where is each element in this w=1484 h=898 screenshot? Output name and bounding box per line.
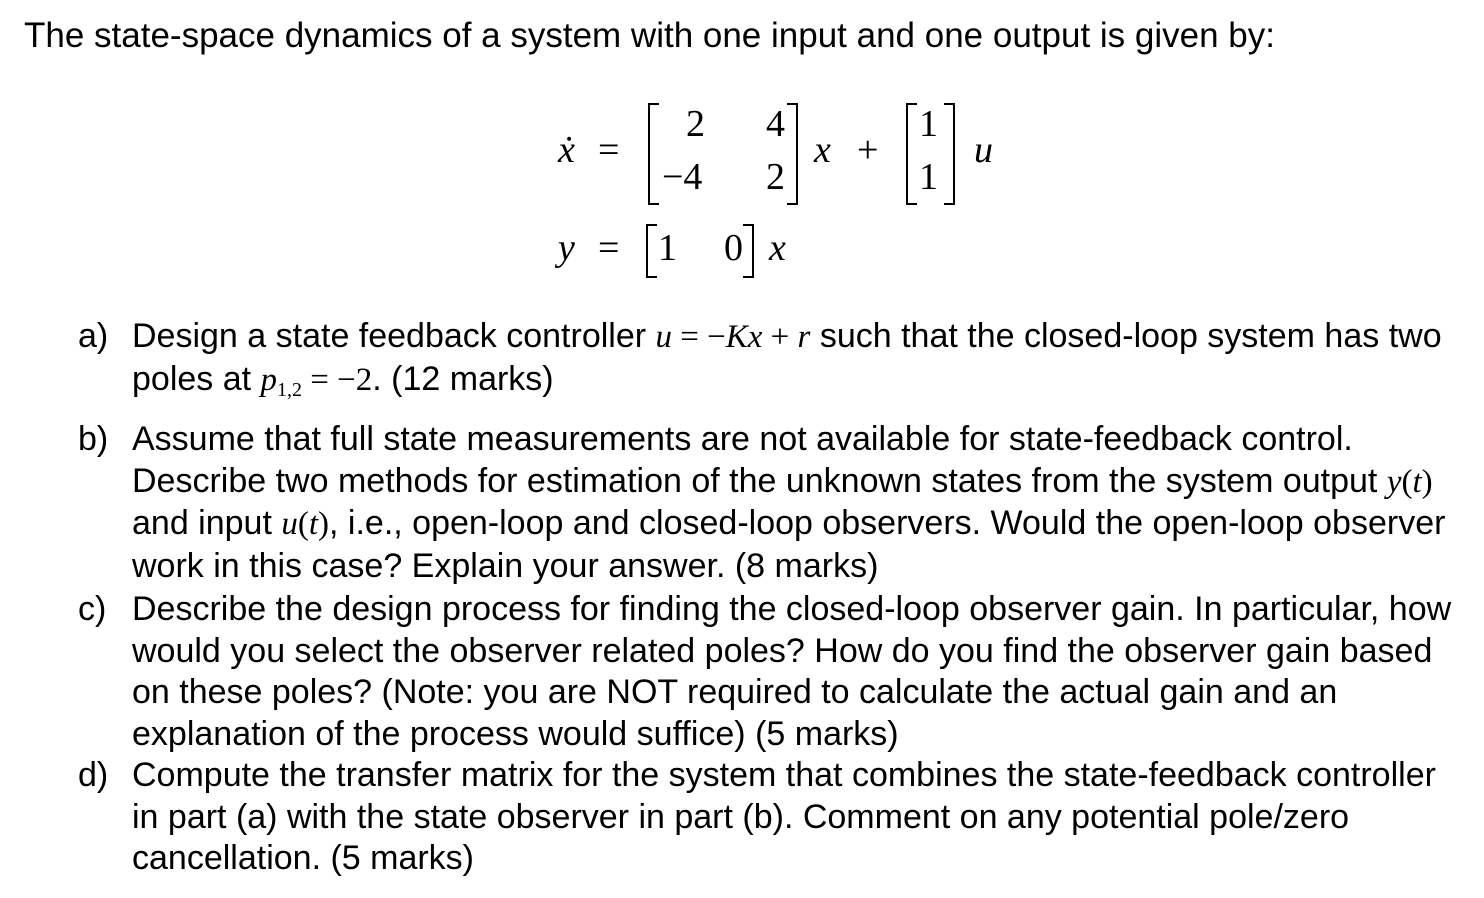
input-u-symbol: u: [974, 129, 993, 171]
math-subscript: 1,2: [277, 378, 303, 401]
state-space-equations: [0, 0, 1484, 300]
text-segment: , i.e., open-loop and closed-loop observers. Would the open-loop observer work in this case? Explain your answer. (8 marks): [132, 504, 1446, 585]
question-d: [78, 755, 1458, 880]
question-text: [132, 589, 1458, 755]
math-operator: ): [318, 506, 330, 542]
xdot-symbol: ẋ: [558, 129, 575, 171]
question-c: [78, 589, 1458, 755]
text-segment: and input: [132, 504, 282, 542]
math-operator: (: [1401, 463, 1413, 500]
math-operator: = −: [672, 319, 726, 355]
math-symbol: r: [797, 319, 811, 355]
question-text: [132, 755, 1458, 880]
math-operator: +: [762, 319, 798, 355]
math-operator: (: [297, 506, 309, 542]
math-symbol: Kx: [725, 319, 763, 355]
question-text: [132, 316, 1458, 411]
math-symbol: t: [308, 506, 319, 542]
matrix-a-21: −4: [662, 156, 703, 198]
text-segment: such that the closed-loop system has two poles at: [132, 317, 1442, 398]
matrix-a-right-bracket: [787, 103, 798, 205]
matrix-c-left-bracket: [646, 224, 657, 278]
problem-intro: The state-space dynamics of a system with one input and one output is given by:: [24, 16, 1275, 55]
question-b: [78, 419, 1458, 587]
equals-sign-2: =: [598, 227, 620, 269]
question-label: a): [78, 317, 109, 355]
text-segment: . (12 marks): [372, 359, 554, 398]
math-operator: = −2: [302, 361, 373, 398]
matrix-a-22: 2: [766, 156, 785, 198]
question-label: b): [78, 420, 109, 458]
state-x-symbol-2: x: [769, 227, 786, 269]
matrix-b-1: 1: [919, 103, 938, 145]
question-label: c): [78, 590, 107, 628]
matrix-b-right-bracket: [944, 103, 955, 205]
question-label: d): [78, 756, 109, 794]
math-symbol: p: [260, 361, 278, 398]
math-symbol: u: [655, 319, 673, 355]
matrix-a-12: 4: [766, 103, 785, 145]
text-segment: Compute the transfer matrix for the system that combines the state-feedback controller in part (a) with the state observer in part (b). Comment on any potential pole/zero cancellation. (5 marks): [132, 756, 1436, 877]
matrix-c-2: 0: [724, 227, 743, 269]
math-symbol: u: [281, 506, 298, 542]
output-y-symbol: y: [558, 227, 575, 269]
text-segment: Describe the design process for finding the closed-loop observer gain. In particular, how would you select the observer related poles? How do you find the observer gain based on these poles? (Note: you are NOT required to calculate the actual gain and an explanation of the process would suffice) (5 marks): [132, 590, 1452, 753]
math-operator: ): [1421, 463, 1433, 500]
matrix-b-left-bracket: [906, 103, 917, 205]
question-text: [132, 419, 1458, 587]
matrix-c-1: 1: [658, 227, 677, 269]
math-symbol: y: [1386, 463, 1402, 500]
question-list: [78, 316, 1458, 880]
matrix-a-11: 2: [686, 103, 705, 145]
text-segment: Assume that full state measurements are not available for state-feedback control. Describe two methods for estimation of the unknown states from the system output: [132, 420, 1387, 500]
question-a: [78, 316, 1458, 411]
state-x-symbol-1: x: [814, 129, 831, 171]
equals-sign-1: =: [598, 129, 620, 171]
plus-sign: +: [857, 129, 879, 171]
math-symbol: t: [1412, 463, 1422, 500]
matrix-b-2: 1: [919, 156, 938, 198]
matrix-a-left-bracket: [648, 103, 659, 205]
matrix-c-right-bracket: [743, 224, 754, 278]
text-segment: Design a state feedback controller: [132, 317, 656, 355]
